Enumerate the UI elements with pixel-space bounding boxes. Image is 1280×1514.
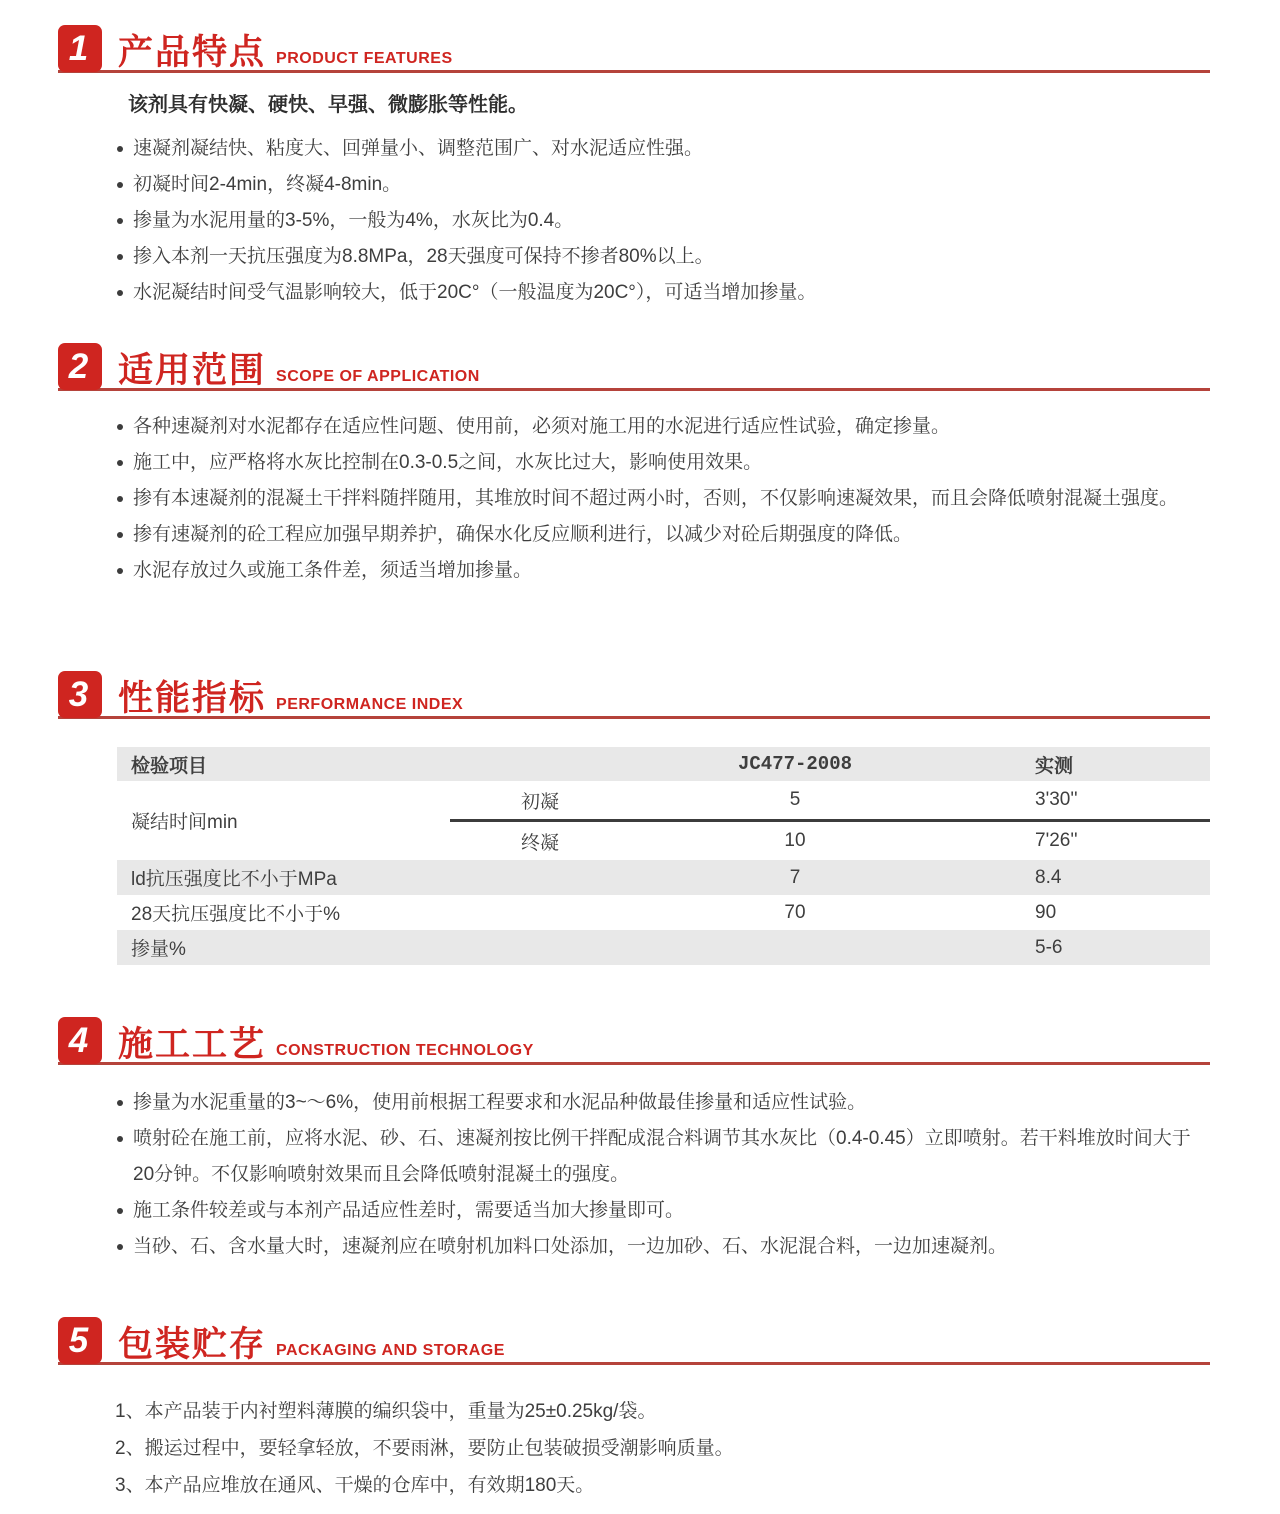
bullet-item: 掺量为水泥重量的3~～6%，使用前根据工程要求和水泥品种做最佳掺量和适应性试验。 xyxy=(115,1085,1210,1121)
bullet-item: 水泥凝结时间受气温影响较大，低于20C°（一般温度为20C°），可适当增加掺量。 xyxy=(115,275,1175,311)
setting-time-label: 凝结时间min xyxy=(131,812,238,833)
setting-time-rows xyxy=(450,781,1210,860)
section-number-badge: 3 xyxy=(58,671,102,718)
features-intro: 该剂具有快凝、硬快、早强、微膨胀等性能。 xyxy=(128,94,528,116)
bullet-item: 水泥存放过久或施工条件差，须适当增加掺量。 xyxy=(115,553,1210,589)
bullet-item: 当砂、石、含水量大时，速凝剂应在喷射机加料口处添加，一边加砂、石、水泥混合料，一边加速凝剂。 xyxy=(115,1229,1210,1265)
row-standard: 7 xyxy=(789,866,801,888)
table-header-measured: 实测 xyxy=(1035,755,1074,777)
subrow-name: 初凝 xyxy=(520,791,559,813)
row-label: 28天抗压强度比不小于% xyxy=(131,904,341,925)
packaging-list xyxy=(115,1393,1210,1504)
numbered-item: 3、本产品应堆放在通风、干燥的仓库中，有效期180天。 xyxy=(115,1475,595,1496)
subrow-standard: 5 xyxy=(789,789,801,810)
bullet-item: 各种速凝剂对水泥都存在适应性问题、使用前，必须对施工用的水泥进行适应性试验，确定掺量。 xyxy=(115,409,1210,445)
section-title-en: SCOPE OF APPLICATION xyxy=(276,368,480,385)
bullet-item: 掺量为水泥用量的3-5%，一般为4%，水灰比为0.4。 xyxy=(115,203,1175,239)
performance-table xyxy=(117,747,1210,965)
bullet-item: 施工条件较差或与本剂产品适应性差时，需要适当加大掺量即可。 xyxy=(115,1193,1210,1229)
row-label: 掺量% xyxy=(131,939,186,960)
numbered-item: 2、搬运过程中，要轻拿轻放，不要雨淋，要防止包装破损受潮影响质量。 xyxy=(115,1438,734,1459)
numbered-item: 1、本产品装于内衬塑料薄膜的编织袋中，重量为25±0.25kg/袋。 xyxy=(115,1401,657,1422)
table-header-standard: JC477-2008 xyxy=(737,753,853,775)
table-row xyxy=(117,930,1210,965)
section-number-badge: 4 xyxy=(58,1017,102,1064)
section-title-en: CONSTRUCTION TECHNOLOGY xyxy=(276,1042,534,1059)
bullet-item: 掺入本剂一天抗压强度为8.8MPa，28天强度可保持不掺者80%以上。 xyxy=(115,239,1175,275)
section-construction-technology xyxy=(58,1012,1210,1265)
table-row xyxy=(450,822,1210,860)
table-row xyxy=(117,860,1210,895)
section-header xyxy=(58,1312,1210,1365)
row-label: ld抗压强度比不小于MPa xyxy=(131,869,337,890)
features-bullet-list xyxy=(115,131,1175,311)
subrow-name: 终凝 xyxy=(520,832,559,854)
section-title-zh: 适用范围 xyxy=(118,351,267,390)
section-number-badge: 1 xyxy=(58,25,102,72)
section-header xyxy=(58,338,1210,391)
section-packaging-storage xyxy=(58,1312,1210,1504)
table-header-row xyxy=(117,747,1210,781)
section-title-en: PERFORMANCE INDEX xyxy=(276,696,464,713)
row-measured: 5-6 xyxy=(1035,936,1063,958)
bullet-item: 掺有本速凝剂的混凝土干拌料随拌随用，其堆放时间不超过两小时，否则，不仅影响速凝效果，而且会降低喷射混凝土强度。 xyxy=(115,481,1210,517)
scope-bullet-list xyxy=(115,409,1210,589)
section-title-en: PRODUCT FEATURES xyxy=(276,50,453,67)
bullet-item: 初凝时间2-4min，终凝4-8min。 xyxy=(115,167,1175,203)
section-number-badge: 5 xyxy=(58,1317,102,1364)
row-measured: 8.4 xyxy=(1035,866,1062,888)
table-row xyxy=(117,895,1210,930)
section-title-zh: 施工工艺 xyxy=(118,1025,267,1064)
section-title-en: PACKAGING AND STORAGE xyxy=(276,1342,505,1359)
subrow-standard: 10 xyxy=(784,830,806,851)
section-title-zh: 性能指标 xyxy=(118,679,267,718)
bullet-item: 速凝剂凝结快、粘度大、回弹量小、调整范围广、对水泥适应性强。 xyxy=(115,131,1175,167)
section-title-zh: 产品特点 xyxy=(118,33,267,72)
section-header xyxy=(58,20,1210,73)
section-title-zh: 包装贮存 xyxy=(118,1325,267,1364)
row-standard: 70 xyxy=(784,901,806,923)
section-performance-index xyxy=(58,666,1210,965)
subrow-measured: 3'30'' xyxy=(1035,789,1078,810)
table-setting-time-group xyxy=(117,781,1210,860)
bullet-item: 掺有速凝剂的砼工程应加强早期养护，确保水化反应顺利进行，以减少对砼后期强度的降低。 xyxy=(115,517,1210,553)
table-header-item: 检验项目 xyxy=(131,755,208,777)
bullet-item: 喷射砼在施工前，应将水泥、砂、石、速凝剂按比例干拌配成混合料调节其水灰比（0.4-0.45）立即喷射。若干料堆放时间大于20分钟。不仅影响喷射效果而且会降低喷射混凝土的强度。 xyxy=(115,1121,1210,1193)
section-product-features xyxy=(58,20,1210,311)
bullet-item: 施工中，应严格将水灰比控制在0.3-0.5之间，水灰比过大，影响使用效果。 xyxy=(115,445,1210,481)
section-scope-of-application xyxy=(58,338,1210,589)
construction-bullet-list xyxy=(115,1085,1210,1265)
section-number-badge: 2 xyxy=(58,343,102,390)
section-header xyxy=(58,1012,1210,1065)
section-header xyxy=(58,666,1210,719)
table-row xyxy=(450,781,1210,822)
row-measured: 90 xyxy=(1035,901,1057,923)
subrow-measured: 7'26'' xyxy=(1035,830,1078,851)
